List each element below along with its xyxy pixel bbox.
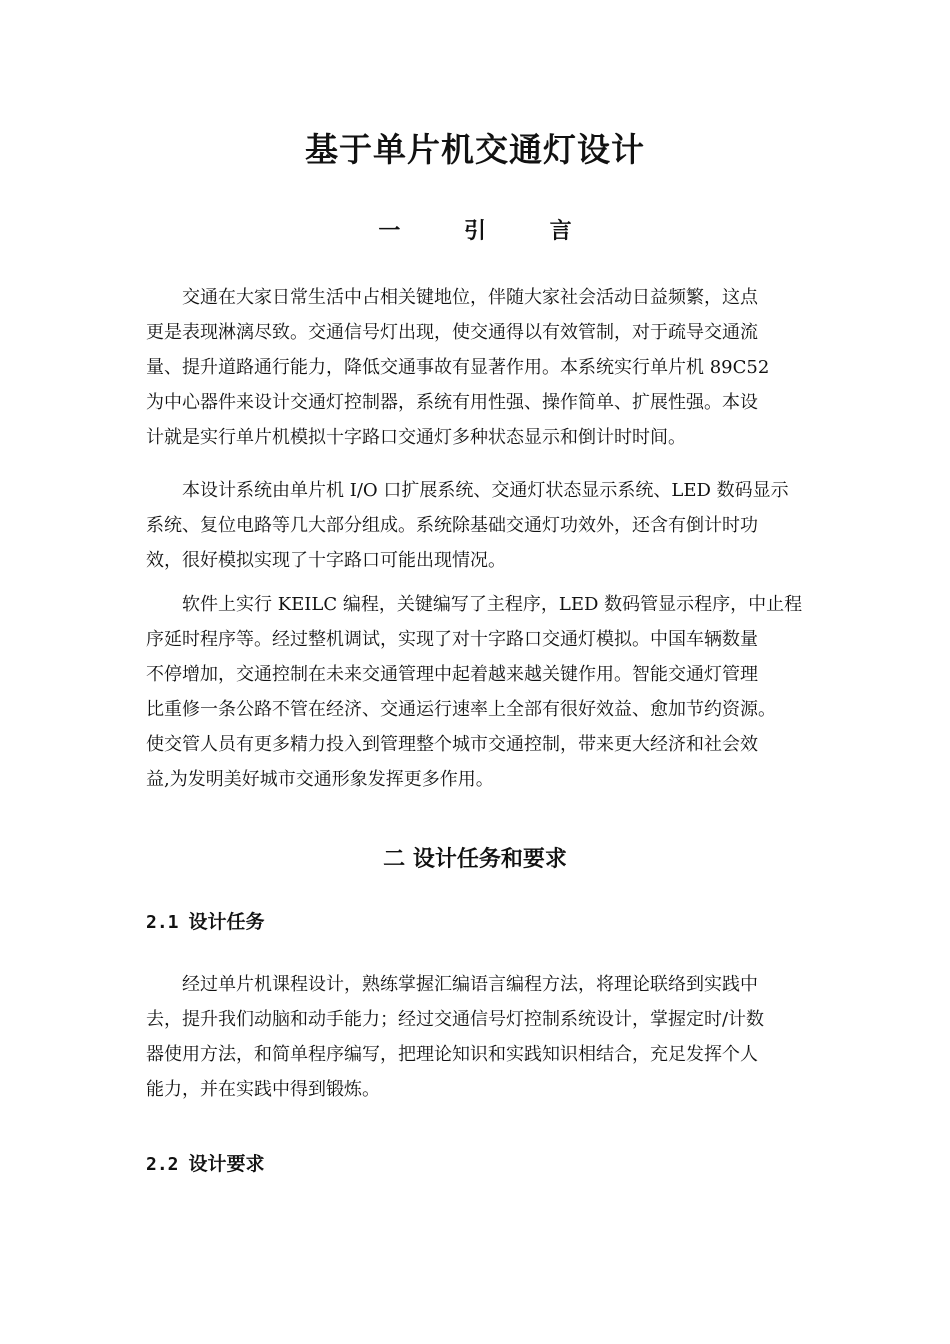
subsection-number: 2.1: [146, 912, 179, 933]
subsection-2-1-body: [146, 967, 826, 1107]
text-line: 本设计系统由单片机 I/O 口扩展系统、交通灯状态显示系统、LED 数码显示: [182, 480, 789, 501]
subsection-2-1-heading: [146, 908, 265, 937]
document-title: 基于单片机交通灯设计: [305, 130, 645, 169]
text-line: 效，很好模拟实现了十字路口可能出现情况。: [146, 550, 506, 571]
section-2-heading: 二 设计任务和要求: [383, 847, 567, 872]
text-line: 计就是实行单片机模拟十字路口交通灯多种状态显示和倒计时时间。: [146, 427, 686, 448]
text-line: 不停增加，交通控制在未来交通管理中起着越来越关键作用。智能交通灯管理: [146, 664, 758, 685]
text-line: 经过单片机课程设计，熟练掌握汇编语言编程方法，将理论联络到实践中: [182, 974, 758, 995]
section-1-heading: 一 引 言: [378, 219, 600, 244]
subsection-number: 2.2: [146, 1154, 179, 1175]
text-line: 益,为发明美好城市交通形象发挥更多作用。: [146, 769, 494, 790]
text-line: 交通在大家日常生活中占相关键地位，伴随大家社会活动日益频繁，这点: [182, 287, 758, 308]
subsection-2-2-heading: [146, 1150, 265, 1179]
text-line: 比重修一条公路不管在经济、交通运行速率上全部有很好效益、愈加节约资源。: [146, 699, 776, 720]
text-line: 软件上实行 KEILC 编程，关键编写了主程序，LED 数码管显示程序，中止程: [182, 594, 803, 615]
text-line: 能力，并在实践中得到锻炼。: [146, 1079, 380, 1100]
text-line: 序延时程序等。经过整机调试，实现了对十字路口交通灯模拟。中国车辆数量: [146, 629, 758, 650]
subsection-title: 设计要求: [188, 1153, 265, 1175]
text-line: 系统、复位电路等几大部分组成。系统除基础交通灯功效外，还含有倒计时功: [146, 515, 758, 536]
text-line: 为中心器件来设计交通灯控制器，系统有用性强、操作简单、扩展性强。本设: [146, 392, 758, 413]
section-1-paragraph-2: [146, 473, 826, 578]
text-line: 去，提升我们动脑和动手能力；经过交通信号灯控制系统设计，掌握定时/计数: [146, 1009, 765, 1030]
section-1-paragraph-1: [146, 280, 826, 455]
section-1-paragraph-3: [146, 587, 826, 797]
text-line: 器使用方法，和简单程序编写，把理论知识和实践知识相结合，充足发挥个人: [146, 1044, 758, 1065]
subsection-title: 设计任务: [188, 911, 265, 933]
text-line: 更是表现淋漓尽致。交通信号灯出现，使交通得以有效管制，对于疏导交通流: [146, 322, 758, 343]
text-line: 使交管人员有更多精力投入到管理整个城市交通控制，带来更大经济和社会效: [146, 734, 758, 755]
text-line: 量、提升道路通行能力，降低交通事故有显著作用。本系统实行单片机 89C52: [146, 357, 770, 378]
